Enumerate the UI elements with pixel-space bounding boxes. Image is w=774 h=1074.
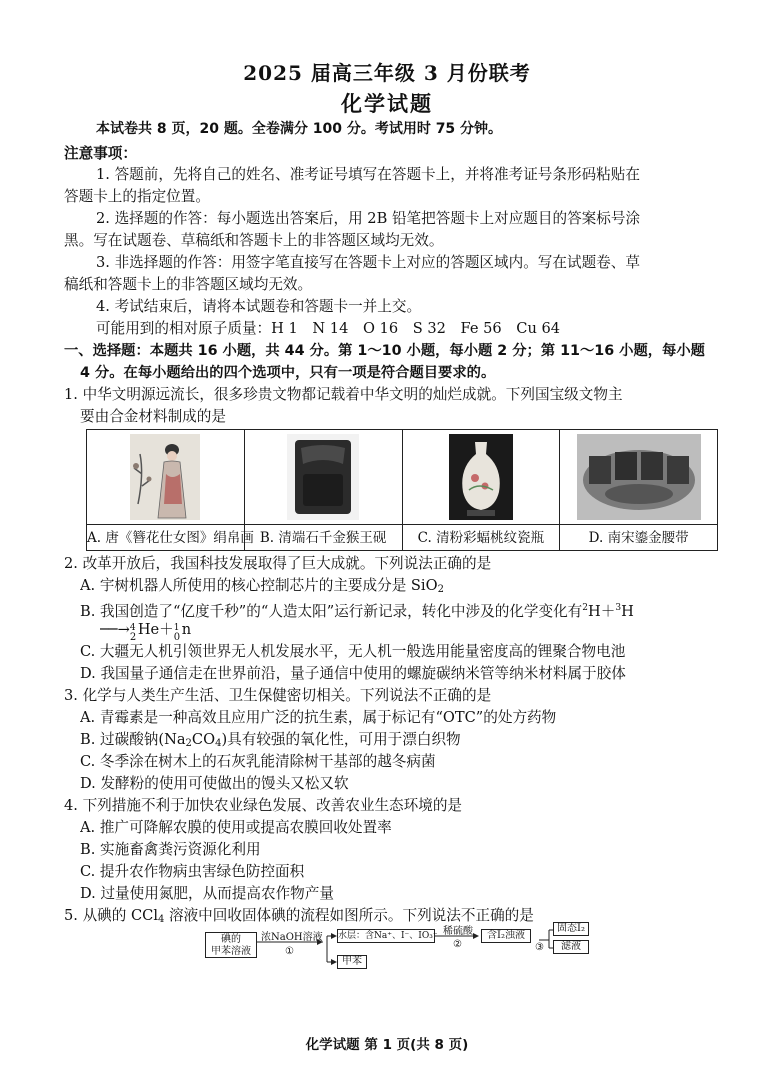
flow-step1: ① xyxy=(285,946,294,957)
q2-b-n: n xyxy=(181,621,192,638)
q2-b-sub4: 0 xyxy=(173,632,181,641)
q4-stem: 4. 下列措施不利于加快农业绿色发展、改善农业生态环境的是 xyxy=(64,797,463,814)
q1-option-d: D. 南宋鎏金腰带 xyxy=(560,524,717,550)
q3-b-sub1: 2 xyxy=(185,738,192,749)
note-2b: 黑。写在试题卷、草稿纸和答题卡上的非答题区域均无效。 xyxy=(64,232,444,249)
q2-option-d: D. 我国量子通信走在世界前沿，量子通信中使用的螺旋碳纳米管等纳米材料属于胶体 xyxy=(80,665,626,682)
q2-b-sup3: 4 xyxy=(129,623,136,633)
q3-option-a: A. 青霉素是一种高效且应用广泛的抗生素，属于标记有“OTC”的处方药物 xyxy=(80,709,557,726)
q2-b-sup1: 2 xyxy=(582,603,588,613)
exam-subject: 化学试题 xyxy=(341,91,433,116)
q3-b-sub2: 4 xyxy=(215,738,222,749)
inkstone-image xyxy=(287,434,359,520)
q3-b-post: )具有较强的氧化性，可用于漂白织物 xyxy=(221,731,461,748)
q3-b-mid: CO xyxy=(191,731,216,748)
flow-reagent2: 稀硫酸 xyxy=(443,926,473,937)
q5-flowchart xyxy=(205,926,565,974)
q2-b-he: He＋ xyxy=(137,621,174,638)
flow-organic-box: 甲苯 xyxy=(337,955,367,969)
flow-step2: ② xyxy=(453,939,462,950)
q2-b-sub3: 2 xyxy=(129,632,137,641)
q1-option-c: C. 清粉彩蝠桃纹瓷瓶 xyxy=(403,524,560,550)
page-footer: 化学试题 第 1 页(共 8 页) xyxy=(305,1037,469,1053)
q3-stem: 3. 化学与人类生产生活、卫生保健密切相关。下列说法不正确的是 xyxy=(64,687,492,704)
q1-option-c-cell xyxy=(403,430,561,550)
notes-heading: 注意事项： xyxy=(64,145,137,162)
q2-b-text: B. 我国创造了“亿度千秒”的“人造太阳”运行新记录，转化中涉及的化学变化有 xyxy=(80,603,583,620)
q2-a-sub: 2 xyxy=(437,584,444,595)
q2-stem: 2. 改革开放后，我国科技发展取得了巨大成就。下列说法正确的是 xyxy=(64,555,492,572)
q2-a-text: A. 宇树机器人所使用的核心控制芯片的主要成分是 SiO xyxy=(80,577,438,594)
q1-option-d-cell xyxy=(560,430,717,550)
flow-filtrate-box: 滤液 xyxy=(553,940,589,954)
q1-option-a: A. 唐《簪花仕女图》绢帛画 xyxy=(87,524,244,550)
q1-stem-b: 要由合金材料制成的是 xyxy=(80,408,226,425)
note-3a: 3. 非选择题的作答：用签字笔直接写在答题卡上对应的答题区域内。写在试题卷、草 xyxy=(96,254,640,271)
q1-option-b-cell xyxy=(245,430,403,550)
atomic-masses: 可能用到的相对原子质量：H 1 N 14 O 16 S 32 Fe 56 Cu 64 xyxy=(96,320,561,337)
flow-solid-box: 固态I₂ xyxy=(553,922,589,936)
q4-option-b: B. 实施畜禽粪污资源化利用 xyxy=(80,841,261,858)
q4-option-c: C. 提升农作物病虫害绿色防控面积 xyxy=(80,863,305,880)
note-1b: 答题卡上的指定位置。 xyxy=(64,188,210,205)
q2-b-mid1: H＋ xyxy=(588,603,616,620)
flow-aqueous-box: 水层：含Na⁺、I⁻、IO₃⁻ xyxy=(338,931,438,941)
gilded-belt-image xyxy=(577,434,701,520)
q1-option-a-cell xyxy=(87,430,254,550)
q2-b-sup4: 1 xyxy=(173,623,180,633)
q3-b-pre: B. 过碳酸钠(Na xyxy=(80,731,186,748)
flow-mid-box: 含I₂浊液 xyxy=(481,929,531,943)
flow-start-box xyxy=(205,932,257,958)
note-1a: 1. 答题前，先将自己的姓名、准考证号填写在答题卡上，并将准考证号条形码粘贴在 xyxy=(96,166,640,183)
note-4: 4. 考试结束后，请将本试题卷和答题卡一并上交。 xyxy=(96,298,422,315)
q3-option-d: D. 发酵粉的使用可使做出的馒头又松又软 xyxy=(80,775,349,792)
q2-b-arrow: ──→ xyxy=(100,621,130,638)
q5-stem-pre: 5. 从碘的 CCl xyxy=(64,907,158,924)
flow-start-line1: 碘的 xyxy=(221,934,241,945)
silk-painting-image xyxy=(130,434,200,520)
q5-stem-sub: 4 xyxy=(157,914,165,925)
q4-option-d: D. 过量使用氮肥，从而提高农作物产量 xyxy=(80,885,334,902)
q5-stem-post: 溶液中回收固体碘的流程如图所示。下列说法不正确的是 xyxy=(164,907,534,924)
flow-step3: ③ xyxy=(535,942,544,953)
q2-b-mid2: H xyxy=(621,603,634,620)
section1-line2: 4 分。在每小题给出的四个选项中，只有一项是符合题目要求的。 xyxy=(80,365,496,381)
exam-title: 2025 届高三年级 3 月份联考 xyxy=(243,61,531,85)
flow-reagent1: 浓NaOH溶液 xyxy=(261,932,323,943)
flow-start-line2: 甲苯溶液 xyxy=(211,946,251,957)
note-3b: 稿纸和答题卡上的非答题区域均无效。 xyxy=(64,276,313,293)
q3-option-c: C. 冬季涂在树木上的石灰乳能清除树干基部的越冬病菌 xyxy=(80,753,436,770)
q2-option-b-cont xyxy=(100,619,734,641)
porcelain-vase-image xyxy=(449,434,513,520)
note-2a: 2. 选择题的作答：每小题选出答案后，用 2B 铅笔把答题卡上对应题目的答案标号涂 xyxy=(96,210,641,227)
section1-line1: 一、选择题：本题共 16 小题，共 44 分。第 1～10 小题，每小题 2 分；第 11～16 小题，每小题 xyxy=(64,343,705,359)
q1-option-b: B. 清端石千金猴王砚 xyxy=(245,524,402,550)
q4-option-a: A. 推广可降解农膜的使用或提高农膜回收处置率 xyxy=(80,819,392,836)
q2-b-sup2: 3 xyxy=(615,603,622,613)
q2-option-c: C. 大疆无人机引领世界无人机发展水平，无人机一般选用能量密度高的锂聚合物电池 xyxy=(80,643,626,660)
q1-options-table xyxy=(86,429,718,551)
q1-stem-a: 1. 中华文明源远流长，很多珍贵文物都记载着中华文明的灿烂成就。下列国宝级文物主 xyxy=(64,386,623,403)
exam-intro: 本试卷共 8 页，20 题。全卷满分 100 分。考试用时 75 分钟。 xyxy=(96,121,503,137)
